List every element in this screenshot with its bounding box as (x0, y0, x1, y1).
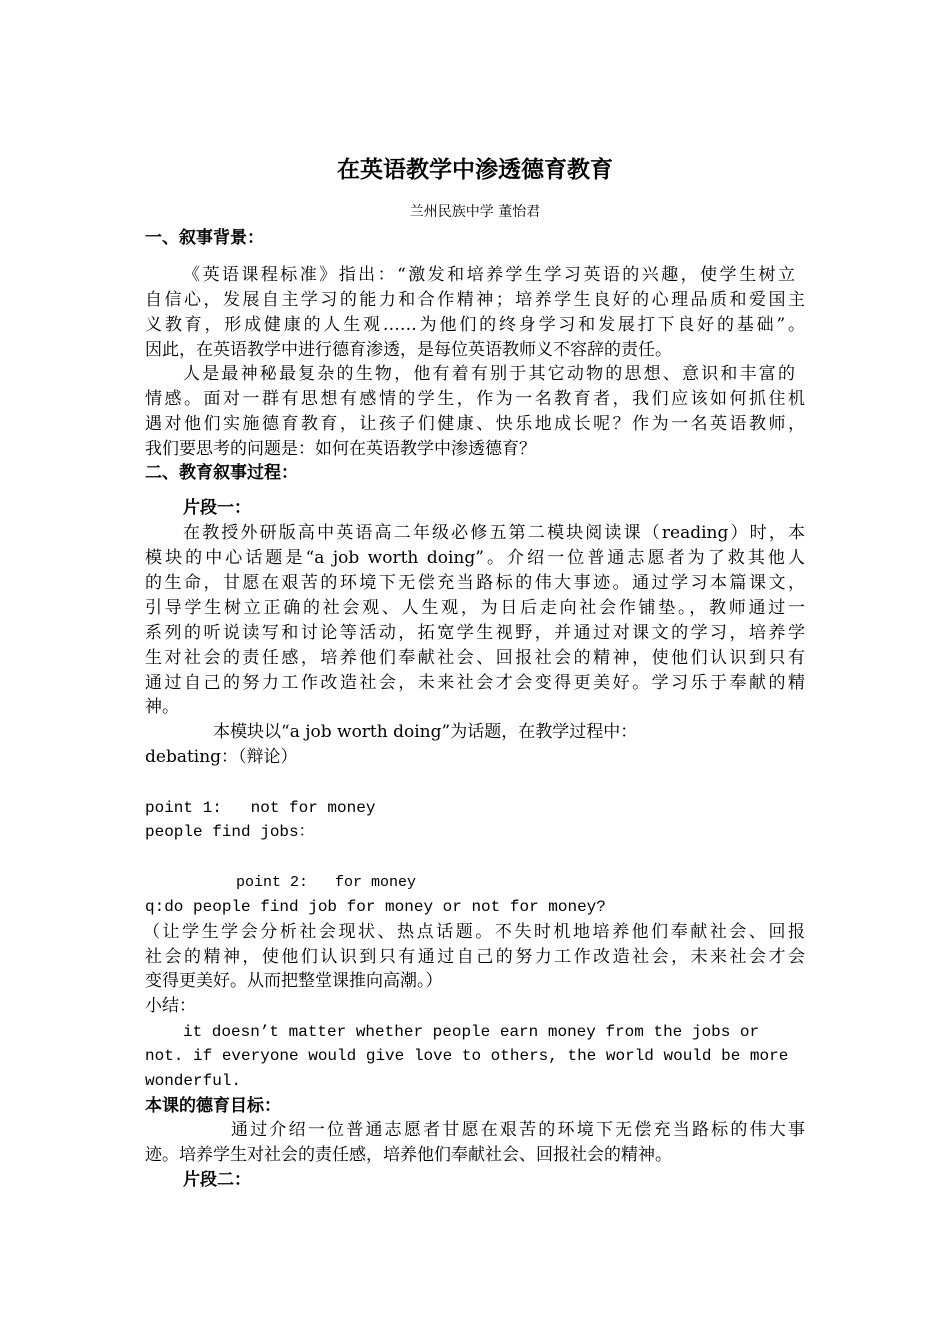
debate-question: q:do people find job for money or not for money? (145, 898, 606, 916)
document-title: 在英语教学中渗透德育教育 (337, 157, 613, 183)
paragraph-line: 引导学生树立正确的社会观、人生观，为日后走向社会作铺垫。，教师通过一 (145, 598, 805, 618)
paragraph-line: 神。 (145, 697, 179, 717)
segment-title: 片段一： (183, 498, 251, 518)
paragraph-line: 模块的中心话题是“a job worth doing”。介绍一位普通志愿者为了救其他人 (145, 548, 805, 568)
note-line: 变得更美好。从而把整堂课推向高潮。） (145, 971, 443, 991)
summary-line: it doesn’t matter whether people earn money from the jobs or (183, 1023, 760, 1041)
paragraph-line: 义教育，形成健康的人生观……为他们的终身学习和发展打下良好的基础”。 (145, 315, 805, 335)
note-line: （让学生学会分析社会现状、热点话题。不失时机地培养他们奉献社会、回报 (143, 922, 805, 942)
paragraph-line: 情感。面对一群有思想有感情的学生，作为一名教育者，我们应该如何抓住机 (145, 389, 805, 409)
paragraph-line: 在教授外研版高中英语高二年级必修五第二模块阅读课（reading）时，本 (183, 523, 805, 543)
goal-line: 迹。培养学生对社会的责任感，培养他们奉献社会、回报社会的精神。 (145, 1145, 672, 1165)
goal-heading: 本课的德育目标： (145, 1096, 281, 1116)
paragraph-line: 人是最神秘最复杂的生物，他有着有别于其它动物的思想、意识和丰富的 (183, 364, 795, 384)
segment-title: 片段二： (183, 1170, 251, 1190)
paragraph-line: 的生命，甘愿在艰苦的环境下无偿充当路标的伟大事迹。通过学习本篇课文， (145, 573, 805, 593)
topic-line: 本模块以“a job worth doing”为话题，在教学过程中： (213, 722, 638, 742)
debate-point-2: point 2: for money (236, 874, 417, 891)
summary-label: 小结： (145, 996, 196, 1016)
goal-line: 通过介绍一位普通志愿者甘愿在艰苦的环境下无偿充当路标的伟大事 (231, 1120, 805, 1140)
debating-label: debating：（辩论） (145, 747, 298, 767)
summary-line: wonderful. (145, 1072, 242, 1090)
paragraph-line: 《英语课程标准》指出：“激发和培养学生学习英语的兴趣，使学生树立 (183, 265, 795, 285)
paragraph-line: 因此，在英语教学中进行德育渗透，是每位英语教师义不容辞的责任。 (145, 340, 672, 360)
paragraph-line: 我们要思考的问题是：如何在英语教学中渗透德育？ (145, 439, 536, 459)
paragraph-line: 遇对他们实施德育教育，让孩子们健康、快乐地成长呢？作为一名英语教师， (145, 414, 805, 434)
note-line: 社会的精神，使他们认识到只有通过自己的努力工作改造社会，未来社会才会 (145, 947, 805, 967)
section-heading-background: 一、叙事背景： (145, 228, 264, 248)
section-heading-process: 二、教育叙事过程： (145, 463, 298, 483)
paragraph-line: 系列的听说读写和讨论等活动，拓宽学生视野，并通过对课文的学习，培养学 (145, 623, 805, 643)
paragraph-line: 通过自己的努力工作改造社会，未来社会才会变得更美好。学习乐于奉献的精 (145, 673, 805, 693)
paragraph-line: 自信心，发展自主学习的能力和合作精神；培养学生良好的心理品质和爱国主 (145, 290, 805, 310)
paragraph-line: 生对社会的责任感，培养他们奉献社会、回报社会的精神，使他们认识到只有 (145, 648, 805, 668)
debate-people-find: people find jobs： (145, 823, 315, 841)
summary-line: not. if everyone would give love to others, the world would be more (145, 1047, 789, 1065)
debate-point-1: point 1: not for money (145, 799, 376, 817)
document-author: 兰州民族中学 董怡君 (409, 204, 541, 220)
